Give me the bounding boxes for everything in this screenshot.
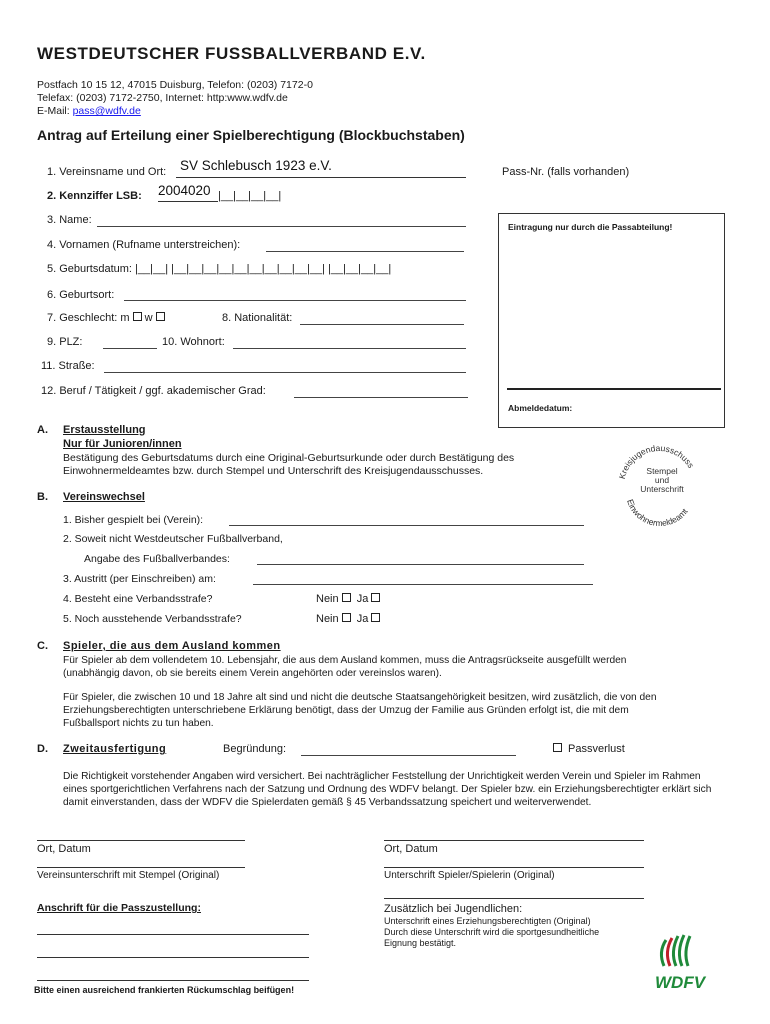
item4-nein-label: Nein [316,593,339,605]
field-kennziffer-label: 2. Kennziffer LSB: [47,190,142,202]
section-b-item2a: 2. Soweit nicht Westdeutscher Fußballverband, [63,533,283,545]
field-geschlecht [47,312,165,324]
section-b-item4: 4. Besteht eine Verbandsstrafe? [63,593,213,605]
wdfv-logo [650,930,720,992]
section-d-reason-label: Begründung: [223,743,286,755]
section-b-item2-line[interactable] [257,564,584,565]
section-b-item2b-label: Angabe des Fußballverbandes: [84,553,230,565]
passverlust-checkbox[interactable] [553,743,562,752]
item5-nein-label: Nein [316,613,339,625]
sig-line-ort-right[interactable] [384,840,644,841]
logo-stripe-1 [661,940,666,966]
field-kennziffer-boxes: |__|__|__|__| [218,190,282,202]
section-a-subtitle: Nur für Junioren/innen [63,438,182,450]
field-geburtsort-line[interactable] [124,300,466,301]
field-wohnort-label: 10. Wohnort: [162,336,225,348]
section-b-item3-label: 3. Austritt (per Einschreiben) am: [63,573,216,585]
section-b-item5-options [316,613,380,625]
field-plz-label: 9. PLZ: [47,336,83,348]
section-d-title: Zweitausfertigung [63,743,167,755]
org-address: Postfach 10 15 12, 47015 Duisburg, Telefon: (0203) 7172-0 [37,79,313,91]
section-b-item1-label: 1. Bisher gespielt bei (Verein): [63,514,204,526]
logo-stripe-3 [673,936,678,966]
jugend-line-1: Unterschrift eines Erziehungsberechtigten (Original) [384,916,591,926]
section-a-text: Bestätigung des Geburtsdatums durch eine Original-Geburtsurkunde oder durch Bestätigung des Einwohnermeldeamtes bzw. durch Stempel und Unterschrift des Kreisjugendausschusses. [63,452,515,477]
field-plz-line[interactable] [103,348,157,349]
field-vornamen-line[interactable] [266,251,464,252]
section-b-title: Vereinswechsel [63,491,145,503]
jugend-title: Zusätzlich bei Jugendlichen: [384,903,523,915]
sig-line-ort-left[interactable] [37,840,245,841]
section-b-item5: 5. Noch ausstehende Verbandsstrafe? [63,613,242,625]
stamp-bottom-text: Einwohnermeldeamt [625,497,690,526]
passverlust-label: Passverlust [568,743,625,755]
email-label: E-Mail: [37,105,73,117]
logo-stripe-2 [667,938,672,966]
field-strasse-label: 11. Straße: [41,360,95,372]
email-link[interactable]: pass@wdfv.de [72,105,141,117]
item4-ja-checkbox[interactable] [371,593,380,602]
stamp-mid-1: Stempel [646,466,678,476]
passverlust-option [553,743,625,755]
org-fax: Telefax: (0203) 7172-2750, Internet: http:www.wdfv.de [37,92,288,104]
passabteilung-header: Eintragung nur durch die Passabteilung! [508,222,673,232]
jugend-line-2: Durch diese Unterschrift wird die sportgesundheitliche [384,927,600,937]
section-c-title: Spieler, die aus dem Ausland kommen [63,640,281,652]
field-geschlecht-label: 7. Geschlecht: m [47,312,130,324]
abmeldedatum-label: Abmeldedatum: [508,403,573,413]
field-nationalitaet-label: 8. Nationalität: [222,312,293,324]
field-name-line[interactable] [97,226,466,227]
field-strasse-line[interactable] [104,372,466,373]
item4-nein-checkbox[interactable] [342,593,351,602]
item5-ja-label: Ja [356,613,369,625]
verein-signature-label: Vereinsunterschrift mit Stempel (Original) [37,870,220,881]
jugend-line-3: Eignung bestätigt. [384,938,457,948]
field-kennziffer-line [158,201,218,202]
field-name-label: 3. Name: [47,214,92,226]
logo-text: WDFV [655,973,706,992]
sig-line-jugend[interactable] [384,898,644,899]
field-geburtsdatum[interactable]: 5. Geburtsdatum: |__|__| |__|__|__|__|__|__|__|__|__|__| |__|__|__|__| [47,263,392,275]
ort-datum-right: Ort, Datum [384,843,438,855]
section-c-letter: C. [37,640,48,652]
section-b-letter: B. [37,491,48,503]
field-vereinsname-label: 1. Vereinsname und Ort: [47,166,167,178]
field-kennziffer-value[interactable]: 2004020 [158,183,211,198]
sig-line-spieler[interactable] [384,867,644,868]
field-geburtsort-label: 6. Geburtsort: [47,289,115,301]
section-a-letter: A. [37,424,48,436]
field-beruf-line[interactable] [294,397,468,398]
item5-nein-checkbox[interactable] [342,613,351,622]
section-b-item4-options [316,593,380,605]
abmelde-line [507,388,721,390]
anschrift-line-1[interactable] [37,934,309,935]
item5-ja-checkbox[interactable] [371,613,380,622]
ort-datum-left: Ort, Datum [37,843,91,855]
field-beruf-label: 12. Beruf / Tätigkeit / ggf. akademischer Grad: [41,385,266,397]
stamp-placeholder [614,440,704,526]
checkbox-weiblich[interactable] [156,312,165,321]
logo-stripe-4 [679,935,684,966]
passabteilung-box [498,213,725,428]
field-wohnort-line[interactable] [233,348,466,349]
form-title: Antrag auf Erteilung einer Spielberechtigung (Blockbuchstaben) [37,127,465,143]
section-b-item3-line[interactable] [253,584,593,585]
checkbox-maennlich[interactable] [133,312,142,321]
field-vornamen-label: 4. Vornamen (Rufname unterstreichen): [47,239,241,251]
section-c-para2: Für Spieler, die zwischen 10 und 18 Jahre alt sind und nicht die deutsche Staatsangehörigkeit besitzen, wird zusätzlich, die von den Erziehungsberechtigten unterschriebene Erklärung benötigt, dass der Umzug der Familie aus Gründen erfolgt ist, die mit dem Fußballsport nichts zu tun haben. [63,692,657,729]
declaration-text: Die Richtigkeit vorstehender Angaben wird versichert. Bei nachträglicher Feststellung der Unrichtigkeit werden Verein und Spieler im Rahmen eines sportgerichtlichen Verfahrens nach der Satzung und Ordnung des WDFV belangt. Der Spieler bzw. ein Erziehungsberechtigter erklärt sich damit einverstanden, dass der WDFV die Spielerdaten gemäß § 45 Verbandssatzung speichert und weiterverwendet. [63,771,712,808]
section-d-letter: D. [37,743,48,755]
field-geschlecht-w-label: w [144,312,153,324]
footer-note: Bitte einen ausreichend frankierten Rückumschlag beifügen! [34,985,295,995]
field-nationalitaet-line[interactable] [300,324,464,325]
pass-nr-label: Pass-Nr. (falls vorhanden) [502,166,630,178]
org-title: WESTDEUTSCHER FUSSBALLVERBAND E.V. [37,44,426,63]
org-email-row [37,105,141,118]
field-vereinsname-line [176,177,466,178]
anschrift-line-3[interactable] [37,980,309,981]
logo-stripe-5 [686,936,690,966]
stamp-mid-2: und [654,475,670,485]
item4-ja-label: Ja [356,593,369,605]
section-d-reason-line[interactable] [301,755,516,756]
section-b-item1-line[interactable] [229,525,584,526]
field-vereinsname-value[interactable]: SV Schlebusch 1923 e.V. [180,158,332,173]
section-a-title: Erstausstellung [63,424,146,436]
anschrift-label: Anschrift für die Passzustellung: [37,902,201,914]
section-c-para1: Für Spieler ab dem vollendetem 10. Lebensjahr, die aus dem Ausland kommen, muss die Antragsrückseite ausgefüllt werden (unabhängig davon, ob sie bereits einem Verein angehörten oder vereinslos waren). [63,655,627,679]
stamp-mid-3: Unterschrift [640,484,684,494]
anschrift-line-2[interactable] [37,957,309,958]
sig-line-verein[interactable] [37,867,245,868]
stamp-top-text: Kreisjugendausschuss [616,442,697,480]
spieler-signature-label: Unterschrift Spieler/Spielerin (Original) [384,870,555,881]
